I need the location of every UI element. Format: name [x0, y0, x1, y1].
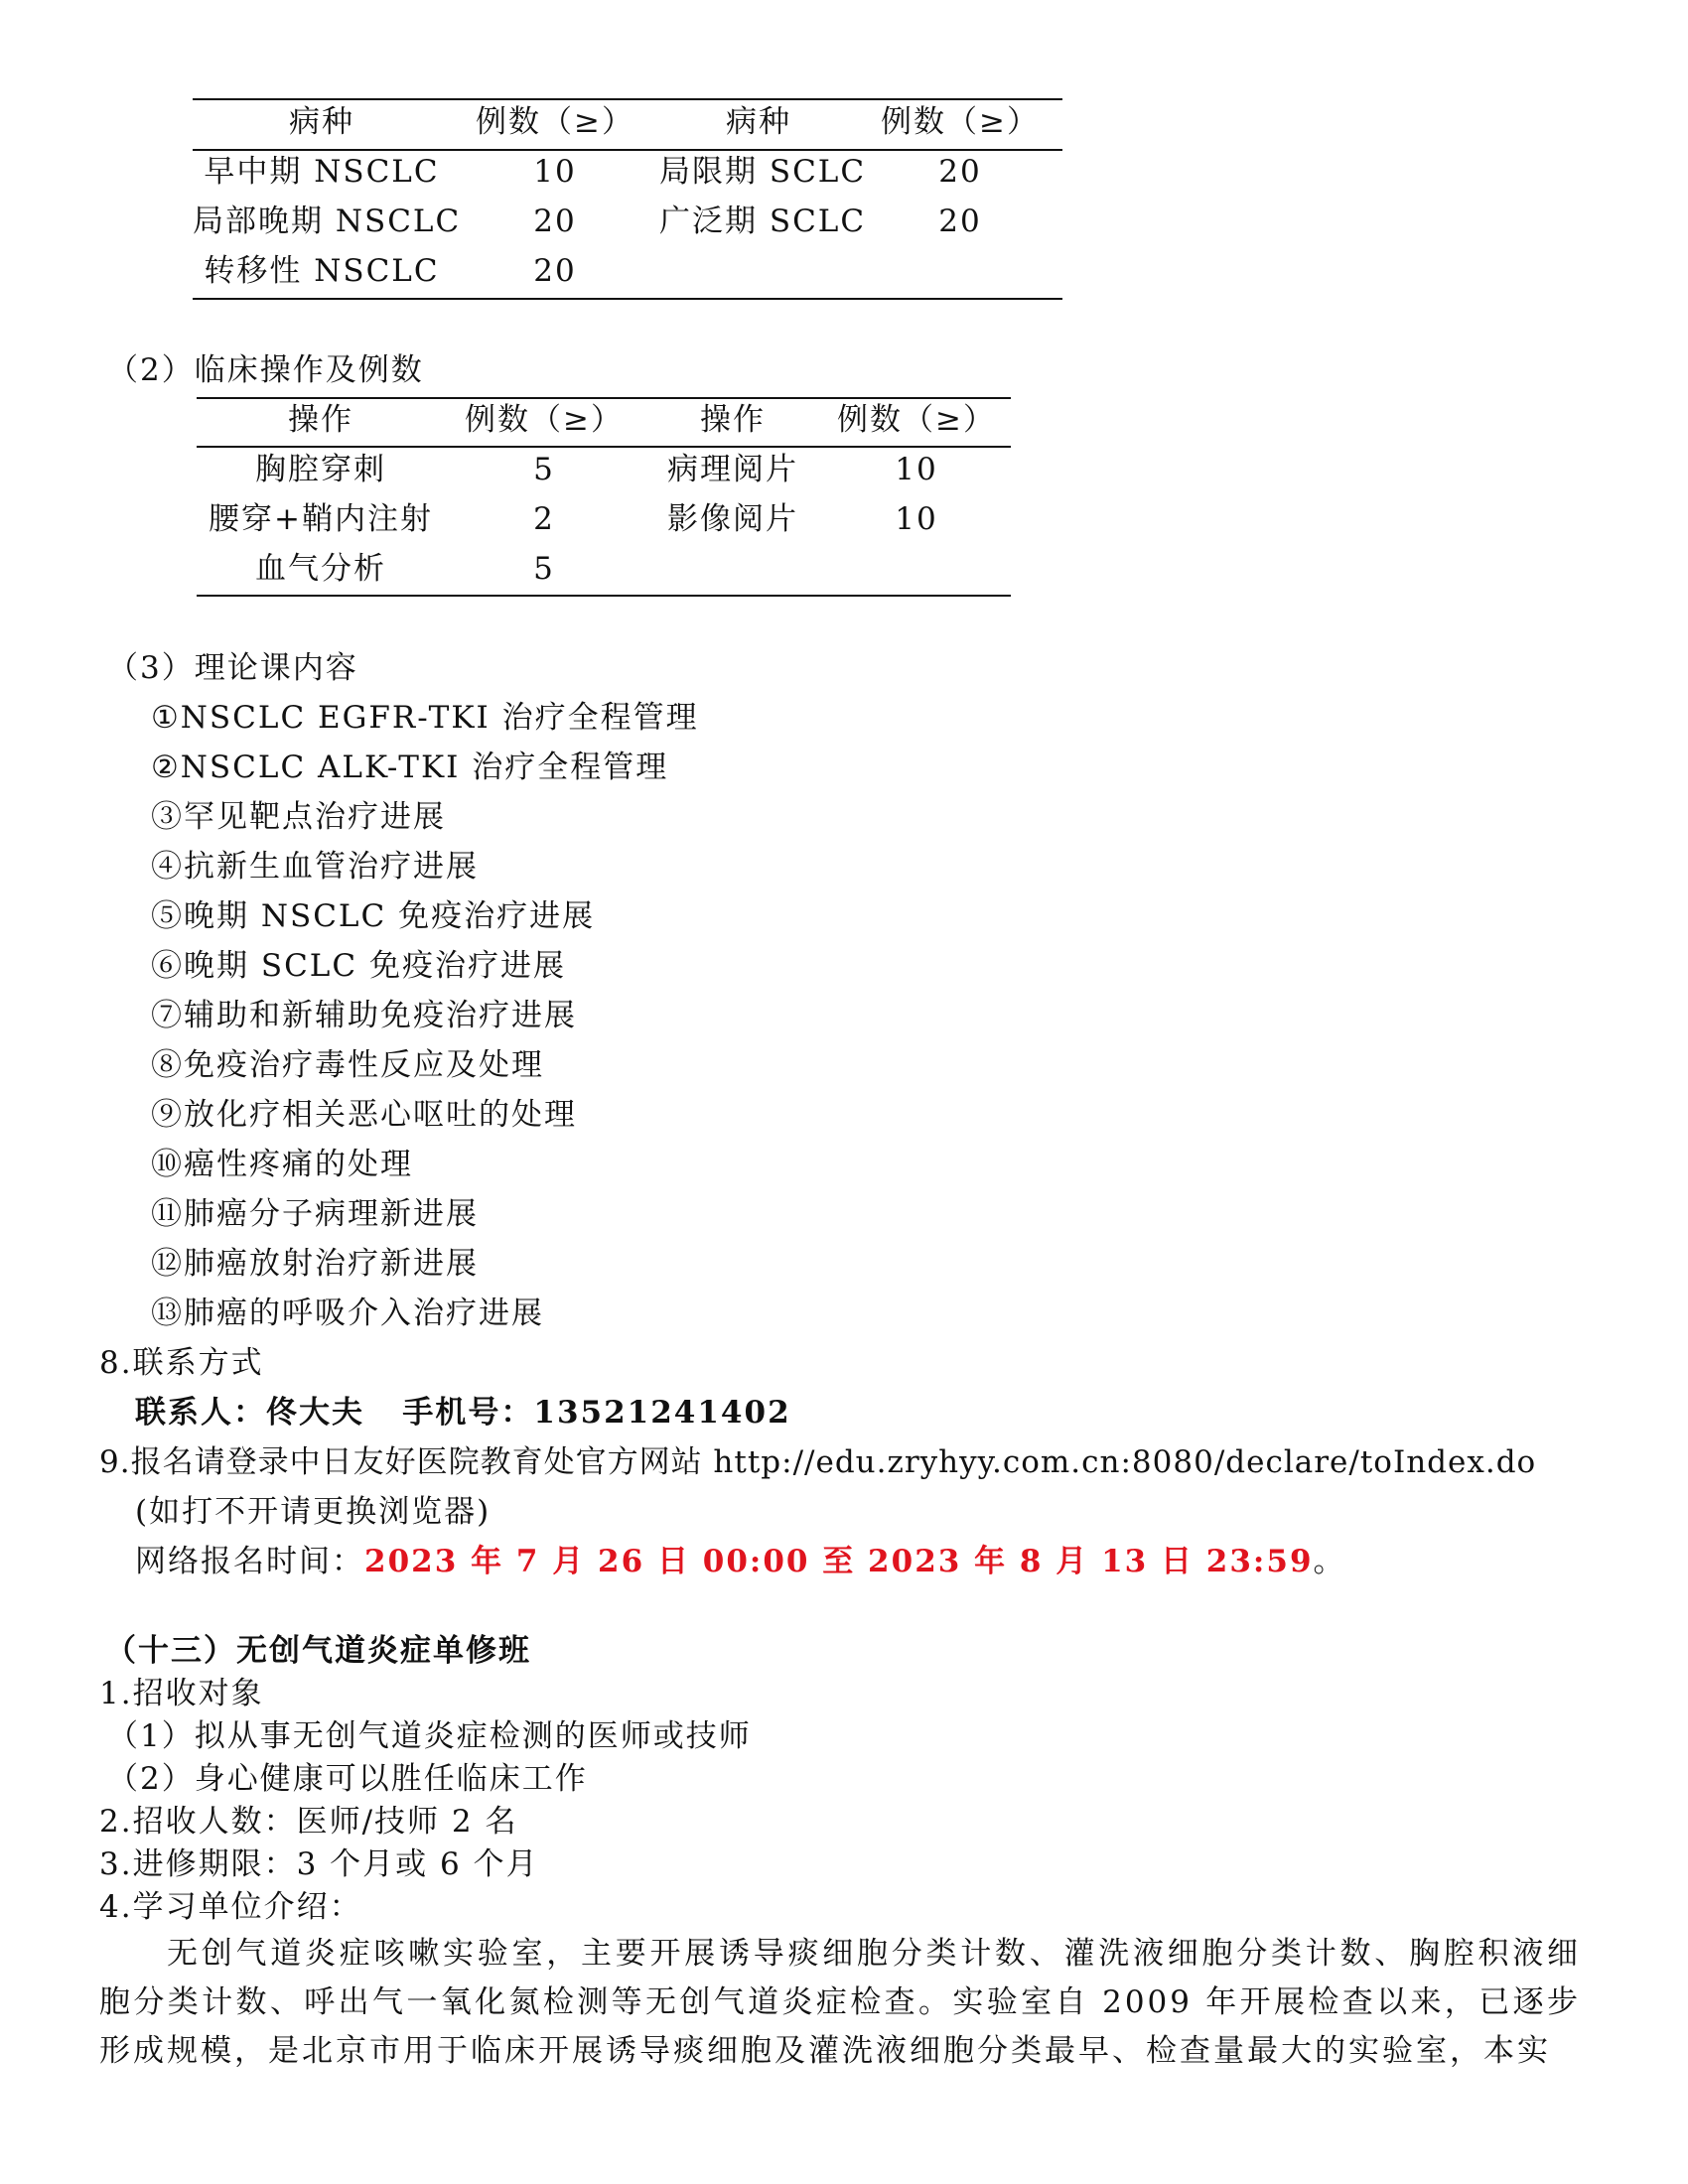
list-item: ⑫肺癌放射治疗新进展: [151, 1246, 479, 1282]
list-item: ⑥晚期 SCLC 免疫治疗进展: [151, 948, 566, 984]
table-cell: 5: [533, 551, 555, 587]
header-cell: 例数（≥）: [881, 104, 1040, 140]
table-cell: 10: [895, 501, 938, 537]
header-cell: 例数（≥）: [465, 402, 624, 438]
list-item: ①NSCLC EGFR-TKI 治疗全程管理: [151, 700, 699, 736]
table-cell: 广泛期 SCLC: [659, 204, 867, 239]
table-cell: 2: [533, 501, 555, 537]
register-line: 9.报名请登录中日友好医院教育处官方网站 http://edu.zryhyy.com.cn:8080/declare/toIndex.do: [99, 1444, 1537, 1480]
table-bottom-rule: [197, 595, 1011, 597]
header-cell: 操作: [700, 402, 766, 438]
list-item: ⑩癌性疼痛的处理: [151, 1147, 413, 1182]
table-cell: 10: [895, 452, 938, 487]
table-cell: 20: [533, 253, 577, 289]
header-cell: 例数（≥）: [837, 402, 996, 438]
table-cell: 胸腔穿刺: [255, 452, 386, 487]
table-cell: 局限期 SCLC: [659, 154, 867, 190]
table-cell: 10: [533, 154, 577, 190]
header-cell: 病种: [726, 104, 791, 140]
list-item: ⑧免疫治疗毒性反应及处理: [151, 1047, 544, 1083]
table-cell: 局部晚期 NSCLC: [193, 204, 462, 239]
contact-line: 联系人：佟大夫 手机号：13521241402: [135, 1395, 791, 1431]
section13-item: （1）拟从事无创气道炎症检测的医师或技师: [107, 1718, 752, 1754]
section13-item: 4.学习单位介绍：: [99, 1889, 362, 1925]
list-item: ⑬肺癌的呼吸介入治疗进展: [151, 1296, 544, 1331]
table-cell: 影像阅片: [667, 501, 798, 537]
register-time-label: 网络报名时间：: [135, 1544, 364, 1579]
table-top-rule: [193, 98, 1062, 100]
header-cell: 操作: [288, 402, 353, 438]
header-cell: 例数（≥）: [476, 104, 634, 140]
register-time-end: 。: [1313, 1544, 1346, 1579]
section13-title: （十三）无创气道炎症单修班: [105, 1633, 531, 1669]
list-item: ③罕见靶点治疗进展: [151, 799, 446, 835]
register-time: [135, 1544, 1346, 1579]
table-cell: 病理阅片: [667, 452, 798, 487]
section13-item: （2）身心健康可以胜任临床工作: [107, 1761, 588, 1797]
table-top-rule: [197, 397, 1011, 399]
section-heading: （2）临床操作及例数: [107, 352, 424, 388]
header-cell: 病种: [289, 104, 354, 140]
list-item: ④抗新生血管治疗进展: [151, 849, 479, 885]
table-cell: 早中期 NSCLC: [204, 154, 440, 190]
table-cell: 20: [533, 204, 577, 239]
section-heading: （3）理论课内容: [107, 650, 358, 686]
list-item: ②NSCLC ALK-TKI 治疗全程管理: [151, 750, 669, 785]
table-bottom-rule: [193, 298, 1062, 300]
table-header-rule: [197, 446, 1011, 448]
table-header-rule: [193, 149, 1062, 151]
list-item: ⑦辅助和新辅助免疫治疗进展: [151, 998, 577, 1033]
table-cell: 转移性 NSCLC: [204, 253, 440, 289]
section13-item: 3.进修期限：3 个月或 6 个月: [99, 1846, 539, 1882]
table-cell: 20: [938, 204, 982, 239]
list-item: ⑤晚期 NSCLC 免疫治疗进展: [151, 898, 596, 934]
table-cell: 5: [533, 452, 555, 487]
list-item: ⑪肺癌分子病理新进展: [151, 1196, 479, 1232]
table-cell: 腰穿+鞘内注射: [209, 501, 433, 537]
section13-item: 2.招收人数：医师/技师 2 名: [99, 1804, 518, 1840]
table-cell: 20: [938, 154, 982, 190]
section13-item: 1.招收对象: [99, 1676, 264, 1711]
register-time-value: 2023 年 7 月 26 日 00:00 至 2023 年 8 月 13 日 23:59: [364, 1544, 1314, 1579]
browser-note: (如打不开请更换浏览器): [135, 1494, 492, 1530]
list-item: ⑨放化疗相关恶心呕吐的处理: [151, 1097, 577, 1133]
contact-heading: 8.联系方式: [99, 1345, 264, 1381]
table-cell: 血气分析: [255, 551, 386, 587]
lab-intro-paragraph: 无创气道炎症咳嗽实验室，主要开展诱导痰细胞分类计数、灌洗液细胞分类计数、胸腔积液细胞分类计数、呼出气一氧化氮检测等无创气道炎症检查。实验室自 2009 年开展检查以来，已逐步形成规模，是北京市用于临床开展诱导痰细胞及灌洗液细胞分类最早、检查量最大的实验室，本实: [99, 1936, 1581, 2069]
